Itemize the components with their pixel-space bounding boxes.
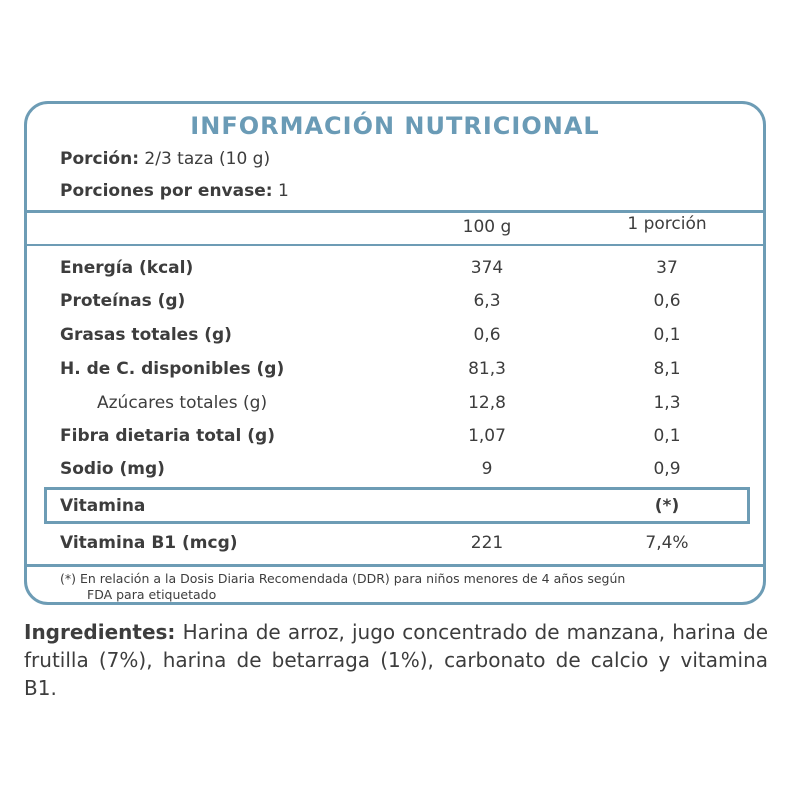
portion-value: 2/3 taza (10 g) [144,149,271,169]
row-sodium-portion: 0,9 [653,459,681,479]
row-vitamin-b1-100g: 221 [470,533,504,553]
columns-divider [27,244,763,246]
row-sugars-portion: 1,3 [653,393,681,413]
footnote [60,571,740,603]
servings-value: 1 [277,181,289,201]
row-energy-portion: 37 [656,258,678,278]
row-carbs-label: H. de C. disponibles (g) [60,359,285,379]
footnote-divider [27,564,763,567]
row-carbs-portion: 8,1 [653,359,681,379]
header-divider [27,210,763,213]
panel-title: INFORMACIÓN NUTRICIONAL [190,112,600,140]
row-vitamin-b1-portion: 7,4% [645,533,689,553]
row-fiber-100g: 1,07 [468,426,506,446]
ingredients-text: Harina de arroz, jugo concentrado de manzana, harina de frutilla (7%), harina de betarraga (1%), carbonato de calcio y vitamina B1. [24,620,768,700]
row-sodium-label: Sodio (mg) [60,459,165,479]
footnote-line-1: (*) En relación a la Dosis Diaria Recomendada (DDR) para niños menores de 4 años según [60,571,626,586]
column-header-100g: 100 g [462,217,512,237]
row-protein-label: Proteínas (g) [60,291,186,311]
vitamin-header-label: Vitamina [60,496,146,516]
column-header-portion: 1 porción [627,214,707,234]
row-protein-portion: 0,6 [653,291,681,311]
row-energy-label: Energía (kcal) [60,258,194,278]
row-protein-100g: 6,3 [473,291,501,311]
row-carbs-100g: 81,3 [468,359,506,379]
row-fat-portion: 0,1 [653,325,681,345]
row-fat-100g: 0,6 [473,325,501,345]
footnote-line-2: FDA para etiquetado [87,587,217,602]
row-sugars-label: Azúcares totales (g) [97,393,268,413]
row-fat-label: Grasas totales (g) [60,325,232,345]
portion-label: Porción: [60,149,140,169]
row-fiber-label: Fibra dietaria total (g) [60,426,275,446]
row-vitamin-b1-label: Vitamina B1 (mcg) [60,533,238,553]
row-sugars-100g: 12,8 [468,393,506,413]
row-sodium-100g: 9 [481,459,493,479]
vitamin-header-portion: (*) [654,496,680,516]
portion-line [60,149,270,169]
ingredients-label: Ingredientes: [24,620,176,644]
servings-label: Porciones por envase: [60,181,273,201]
servings-line [60,181,289,201]
row-fiber-portion: 0,1 [653,426,681,446]
row-energy-100g: 374 [470,258,504,278]
nutrition-panel [24,101,766,605]
ingredients-paragraph [24,618,768,702]
